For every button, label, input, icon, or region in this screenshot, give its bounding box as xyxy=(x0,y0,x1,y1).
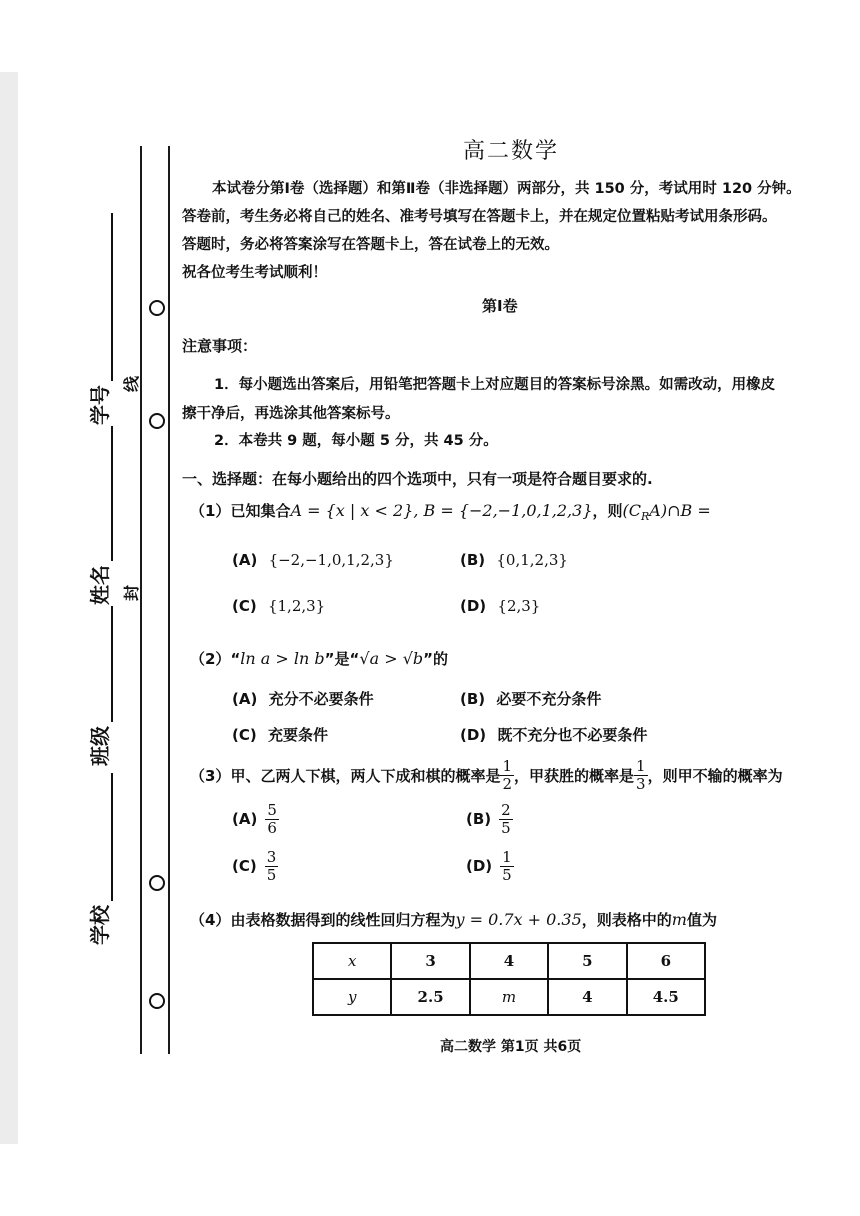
student-id-blank[interactable] xyxy=(111,213,113,381)
table-cell: x xyxy=(313,943,391,979)
class-blank[interactable] xyxy=(111,606,113,722)
option-text: 充分不必要条件 xyxy=(268,690,374,708)
question-math: (C xyxy=(622,501,641,520)
table-cell: 6 xyxy=(627,943,705,979)
table-cell: 4.5 xyxy=(627,979,705,1015)
question-math: m xyxy=(671,910,687,929)
option-label: (A) xyxy=(232,810,258,828)
seal-line-word: 线 xyxy=(122,375,141,392)
question-math: A = {x | x < 2}, B = {−2,−1,0,1,2,3} xyxy=(290,501,593,520)
punch-hole xyxy=(149,300,165,316)
table-cell: 2.5 xyxy=(391,979,469,1015)
fraction-numerator: 1 xyxy=(502,848,512,866)
option-c[interactable] xyxy=(232,849,278,883)
option-label: (B) xyxy=(466,810,492,828)
option-label: (B) xyxy=(460,551,486,569)
intro-line: 答题时，务必将答案涂写在答题卡上，答在试卷上的无效。 xyxy=(182,237,559,253)
fraction-denominator: 5 xyxy=(501,818,511,837)
question-text: 甲、乙两人下棋，两人下成和棋的概率是 xyxy=(230,766,501,785)
fraction-numerator: 2 xyxy=(501,801,511,819)
option-label: (B) xyxy=(460,690,486,708)
fraction xyxy=(265,849,279,883)
part-heading: 一、选择题：在每小题给出的四个选项中，只有一项是符合题目要求的. xyxy=(182,470,653,488)
student-name-blank[interactable] xyxy=(111,426,113,561)
fraction-denominator: 5 xyxy=(502,865,512,884)
question-text: ，甲获胜的概率是 xyxy=(514,766,635,785)
punch-hole xyxy=(149,993,165,1009)
binding-line-right xyxy=(168,146,170,1054)
fraction xyxy=(500,849,514,883)
option-d[interactable] xyxy=(460,597,540,615)
school-label: 学校 xyxy=(88,905,112,945)
fraction xyxy=(500,758,514,792)
page-edge-shadow xyxy=(0,72,18,1144)
intro-line: 本试卷分第Ⅰ卷（选择题）和第Ⅱ卷（非选择题）两部分，共 150 分，考试用时 120 分钟。 xyxy=(212,181,801,197)
table-row xyxy=(313,979,705,1015)
option-label: (D) xyxy=(460,597,487,615)
question-math: ln a > ln b xyxy=(240,649,325,668)
option-b[interactable] xyxy=(460,688,601,709)
table-cell: 3 xyxy=(391,943,469,979)
school-blank[interactable] xyxy=(111,773,113,901)
punch-hole xyxy=(149,875,165,891)
notice-line: 擦干净后，再选涂其他答案标号。 xyxy=(182,406,400,422)
question-number: （2） xyxy=(190,650,231,668)
table-row xyxy=(313,943,705,979)
intro-line: 答卷前，考生务必将自己的姓名、准考号填写在答题卡上，并在规定位置粘贴考试用条形码。 xyxy=(182,209,777,225)
option-text: {0,1,2,3} xyxy=(496,551,568,569)
question-number: （1） xyxy=(190,502,231,520)
question-2-stem xyxy=(190,648,448,669)
option-label: (D) xyxy=(466,857,493,875)
option-text: 必要不充分条件 xyxy=(496,690,602,708)
question-text: “ xyxy=(230,650,241,668)
fraction-denominator: 3 xyxy=(636,774,646,793)
notice-line: 2．本卷共 9 题，每小题 5 分，共 45 分。 xyxy=(214,433,498,449)
option-label: (A) xyxy=(232,551,258,569)
option-d[interactable] xyxy=(460,724,647,745)
question-3-stem xyxy=(190,758,783,792)
fraction-numerator: 1 xyxy=(502,757,512,775)
student-name-label: 姓名 xyxy=(88,565,112,605)
option-label: (C) xyxy=(232,857,257,875)
student-id-label: 学号 xyxy=(88,385,112,425)
question-text: 已知集合 xyxy=(230,502,291,520)
regression-data-table xyxy=(312,942,706,1016)
option-a[interactable] xyxy=(232,551,394,569)
question-math-sub: R xyxy=(641,510,650,523)
option-c[interactable] xyxy=(232,724,328,745)
option-text: {2,3} xyxy=(497,597,541,615)
fraction-numerator: 1 xyxy=(636,757,646,775)
fraction-denominator: 5 xyxy=(266,865,277,884)
fraction xyxy=(265,802,279,836)
class-label: 班级 xyxy=(88,726,112,766)
student-name-field xyxy=(84,426,113,605)
question-math: A)∩B = xyxy=(649,501,711,520)
paper-title: 高二数学 xyxy=(463,139,560,164)
question-text: ”的 xyxy=(423,650,448,668)
question-1-stem xyxy=(190,500,711,523)
table-cell: 5 xyxy=(548,943,626,979)
seal-word: 封 xyxy=(122,584,141,601)
question-math: y = 0.7x + 0.35 xyxy=(455,910,582,929)
page-footer: 高二数学 第1页 共6页 xyxy=(440,1039,582,1055)
option-label: (D) xyxy=(460,726,487,744)
question-text: 由表格数据得到的线性回归方程为 xyxy=(230,911,456,929)
question-4-stem xyxy=(190,909,717,930)
option-c[interactable] xyxy=(232,597,325,615)
fraction-denominator: 6 xyxy=(267,818,277,837)
notice-title: 注意事项： xyxy=(182,337,258,355)
section-title: 第Ⅰ卷 xyxy=(482,297,518,315)
notice-line: 1．每小题选出答案后，用铅笔把答题卡上对应题目的答案标号涂黑。如需改动，用橡皮 xyxy=(214,377,776,393)
option-a[interactable] xyxy=(232,802,279,836)
option-d[interactable] xyxy=(466,849,514,883)
fraction-denominator: 2 xyxy=(502,774,512,793)
table-cell: 4 xyxy=(470,943,548,979)
fraction xyxy=(634,758,648,792)
option-text: 充要条件 xyxy=(267,726,328,744)
table-cell: 4 xyxy=(548,979,626,1015)
table-cell: y xyxy=(313,979,391,1015)
option-text: {1,2,3} xyxy=(267,597,326,615)
question-number: （3） xyxy=(190,766,231,785)
option-b[interactable] xyxy=(460,551,568,569)
fraction xyxy=(499,802,513,836)
question-text: ，则甲不输的概率为 xyxy=(647,766,783,785)
table-cell: m xyxy=(470,979,548,1015)
student-id-field xyxy=(84,213,113,425)
punch-hole xyxy=(149,413,165,429)
question-text: 值为 xyxy=(686,911,717,929)
question-text: ，则 xyxy=(592,502,623,520)
option-a[interactable] xyxy=(232,688,374,709)
option-b[interactable] xyxy=(466,802,513,836)
question-number: （4） xyxy=(190,911,231,929)
option-label: (C) xyxy=(232,597,257,615)
option-label: (C) xyxy=(232,726,257,744)
intro-line: 祝各位考生考试顺利！ xyxy=(182,265,327,281)
question-text: ”是“ xyxy=(324,650,360,668)
school-field xyxy=(84,773,113,945)
fraction-numerator: 5 xyxy=(267,801,277,819)
fraction-numerator: 3 xyxy=(266,848,277,866)
option-label: (A) xyxy=(232,690,258,708)
option-text: {−2,−1,0,1,2,3} xyxy=(268,551,394,569)
option-text: 既不充分也不必要条件 xyxy=(497,726,648,744)
class-field xyxy=(84,606,113,766)
question-text: ，则表格中的 xyxy=(581,911,672,929)
question-math: √a > √b xyxy=(359,649,424,668)
